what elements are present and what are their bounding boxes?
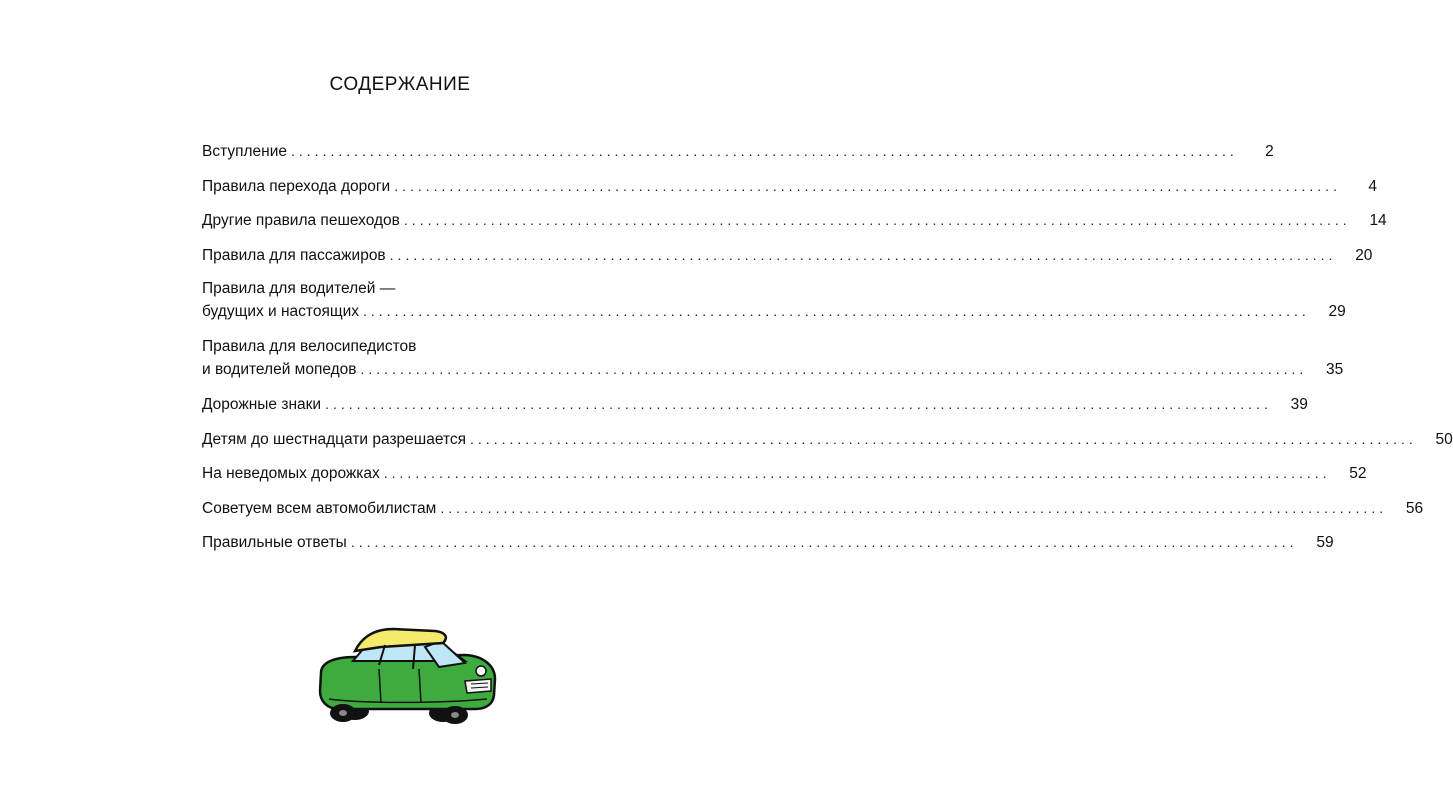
dot-leader: ........................................................................................................................: [363, 303, 1310, 319]
toc-page-number: 29: [1328, 303, 1346, 320]
toc-page-number: 52: [1349, 465, 1367, 482]
toc-entry: [202, 393, 1308, 416]
toc-entry: [202, 209, 1387, 232]
toc-entry-title: Советуем всем автомобилистам: [202, 499, 437, 517]
dot-leader: ........................................................................................................................: [470, 430, 1417, 447]
page-title: СОДЕРЖАНИЕ: [329, 74, 471, 95]
toc-entry-title: Детям до шестнадцати разрешается: [202, 430, 467, 448]
toc-entry-title: Другие правила пешеходов: [202, 212, 400, 229]
toc-page-number: 59: [1316, 534, 1334, 551]
toc-entry-title: Правила перехода дороги: [202, 177, 391, 195]
toc-entry-title-line2: будущих и настоящих: [202, 303, 360, 320]
dot-leader: ........................................................................................................................: [291, 143, 1238, 159]
toc-entry-title: Вступление: [202, 143, 288, 160]
toc-entry: [202, 278, 1346, 323]
dot-leader: ........................................................................................................................: [350, 534, 1298, 550]
dot-leader: ........................................................................................................................: [360, 360, 1308, 377]
dot-leader: ........................................................................................................................: [383, 465, 1331, 481]
car-hubcap: [339, 710, 347, 716]
toc-entry: [202, 175, 1377, 198]
toc-page-number: 50: [1435, 430, 1453, 448]
dot-leader: ........................................................................................................................: [403, 212, 1351, 228]
toc-page-number: 35: [1326, 360, 1344, 378]
toc-entry: [202, 428, 1453, 451]
toc-entry-title-line1: Правила для водителей —: [202, 280, 396, 297]
toc-page-number: 2: [1265, 143, 1274, 160]
toc-entry: [202, 497, 1424, 520]
toc-entry-title-line1: Правила для велосипедистов: [202, 337, 417, 355]
toc-page-number: 14: [1369, 212, 1387, 229]
table-of-contents: [202, 140, 1453, 566]
toc-page-number: 4: [1368, 177, 1377, 195]
car-hubcap: [451, 712, 459, 718]
toc-entry-title-line2: и водителей мопедов: [202, 360, 357, 378]
toc-entry-title: Дорожные знаки: [202, 396, 322, 413]
toc-entry-title: На неведомых дорожках: [202, 465, 380, 482]
toc-entry: [202, 140, 1274, 163]
dot-leader: ........................................................................................................................: [325, 396, 1272, 412]
dot-leader: ........................................................................................................................: [440, 499, 1388, 516]
toc-page-number: 56: [1405, 499, 1424, 517]
toc-entry: [202, 244, 1373, 267]
toc-page-number: 20: [1355, 246, 1373, 264]
car-headlight: [476, 666, 486, 676]
toc-entry: [202, 462, 1367, 485]
toc-entry-title: Правила для пассажиров: [202, 246, 386, 264]
toc-entry-title: Правильные ответы: [202, 534, 347, 551]
toc-page-number: 39: [1290, 396, 1308, 413]
cartoon-car-icon: [315, 625, 500, 725]
dot-leader: ........................................................................................................................: [394, 177, 1341, 194]
toc-entry: [202, 336, 1344, 381]
toc-entry: [202, 531, 1334, 554]
dot-leader: ........................................................................................................................: [389, 246, 1337, 263]
car-grille: [465, 679, 491, 693]
